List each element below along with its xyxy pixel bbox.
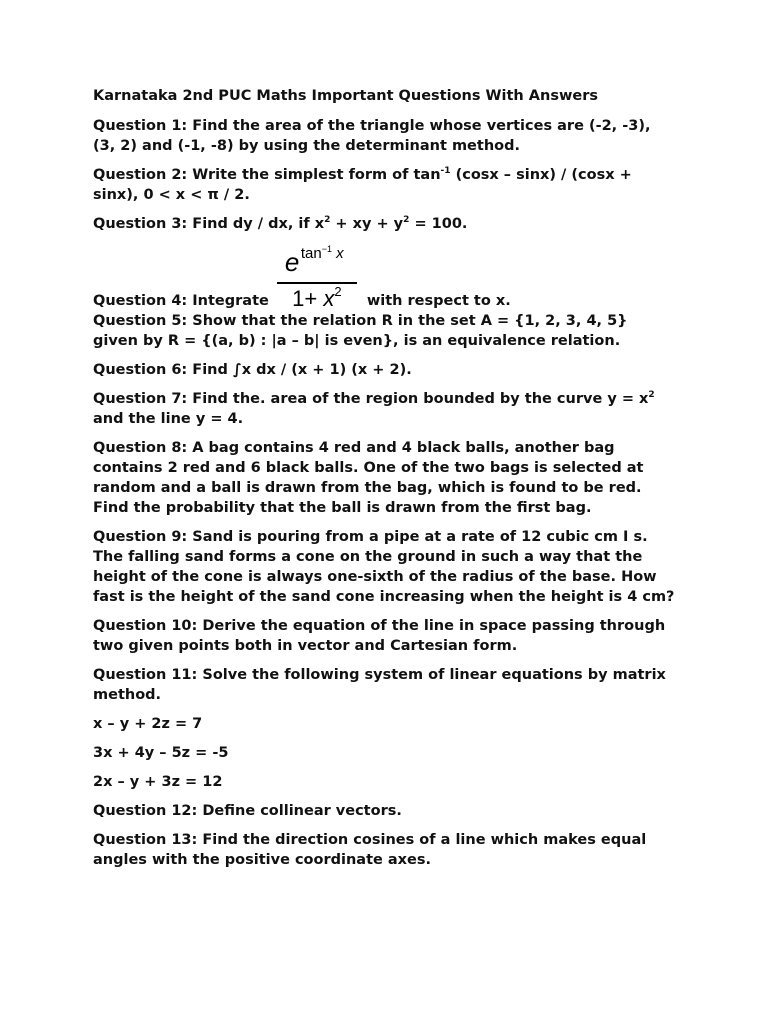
formula-exponent xyxy=(301,244,344,264)
formula-den-lead: 1+ xyxy=(292,285,324,311)
question-8: Question 8: A bag contains 4 red and 4 black balls, another bag contains 2 red and 6 black balls. One of the two bags is selected at random and a ball is drawn from the bag, which is found to be red. Find the probability that the ball is drawn from the first bag. xyxy=(93,439,644,516)
question-3-rest: = 100. xyxy=(409,216,468,232)
equation-2: 3x + 4y – 5z = -5 xyxy=(93,744,229,761)
question-3-mid: + xy + y xyxy=(330,216,404,232)
question-10: Question 10: Derive the equation of the line in space passing through two given points both in vector and Cartesian form. xyxy=(93,617,666,654)
page-title: Karnataka 2nd PUC Maths Important Questions With Answers xyxy=(93,88,598,104)
question-3 xyxy=(93,214,677,234)
question-9: Question 9: Sand is pouring from a pipe at a rate of 12 cubic cm I s. The falling sand forms a cone on the ground in such a way that the height of the cone is always one-sixth of the radius of the base. How fast is the height of the sand cone increasing when the height is 4 cm? xyxy=(93,528,675,605)
formula-denominator xyxy=(275,283,359,311)
formula-exp-power: −1 xyxy=(321,244,332,254)
formula-numerator xyxy=(275,246,359,280)
question-13: Question 13: Find the direction cosines of a line which makes equal angles with the positive coordinate axes. xyxy=(93,831,647,868)
question-4 xyxy=(93,246,677,311)
question-1: Question 1: Find the area of the triangle whose vertices are (-2, -3), (3, 2) and (-1, -8) by using the determinant method. xyxy=(93,118,651,154)
equation-1: x – y + 2z = 7 xyxy=(93,715,203,732)
formula-exp-var: x xyxy=(336,245,344,262)
formula-den-var: x xyxy=(323,285,335,311)
question-5: Question 5: Show that the relation R in the set A = {1, 2, 3, 4, 5} given by R = {(a, b) : |a – b| is even}, is an equivalence relation. xyxy=(93,312,628,349)
question-4-rest: with respect to x. xyxy=(366,292,511,309)
question-7-rest: and the line y = 4. xyxy=(93,410,244,427)
question-6: Question 6: Find ∫x dx / (x + 1) (x + 2). xyxy=(93,361,412,378)
inverse-superscript: -1 xyxy=(440,166,451,176)
question-2-rest: (cosx – sinx) / (cosx + sinx), 0 < x < π / 2. xyxy=(93,167,632,203)
square-superscript: 2 xyxy=(324,215,331,225)
formula-exp-fn: tan xyxy=(300,245,322,262)
square-superscript: 2 xyxy=(648,389,655,400)
formula-den-power: 2 xyxy=(334,283,342,299)
question-12: Question 12: Define collinear vectors. xyxy=(93,802,402,819)
fraction-bar xyxy=(277,282,357,284)
integrand-formula-image xyxy=(275,246,359,311)
square-superscript: 2 xyxy=(403,215,410,225)
question-2-text: Question 2: Write the simplest form of tan xyxy=(93,167,441,183)
document-page xyxy=(93,86,677,879)
question-2 xyxy=(93,165,677,205)
question-7 xyxy=(93,389,677,429)
question-11: Question 11: Solve the following system of linear equations by matrix method. xyxy=(93,666,666,703)
question-3-text: Question 3: Find dy / dx, if x xyxy=(93,216,325,232)
equation-3: 2x – y + 3z = 12 xyxy=(93,773,223,790)
question-4-text: Question 4: Integrate xyxy=(93,292,269,309)
formula-exp-base: e xyxy=(284,247,300,277)
question-7-text: Question 7: Find the. area of the region bounded by the curve y = x xyxy=(93,390,649,407)
